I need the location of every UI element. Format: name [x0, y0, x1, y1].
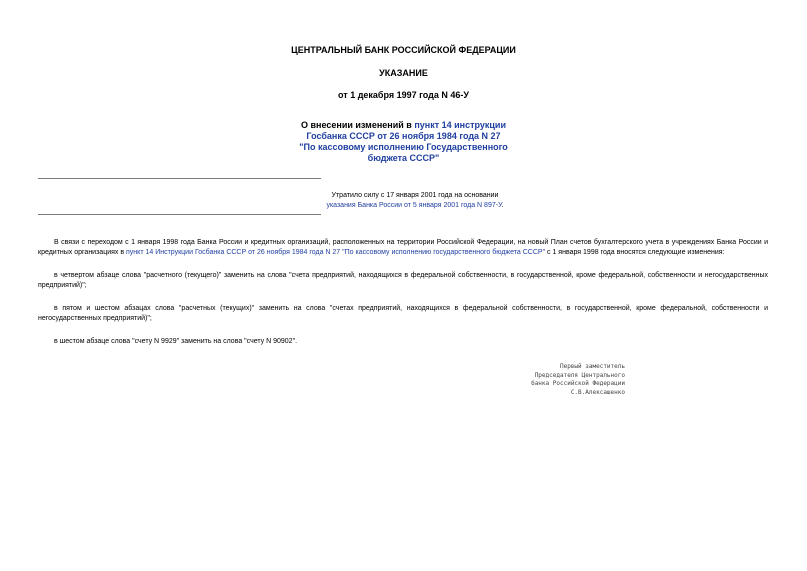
- paragraph-1-start: В связи с переходом с 1 января 1998 года Банка России и кредитных организаций, расположенных на территории Российской Федерации, на новый План счетов бухгалтерского учета в учреждениях Банка России и кредитных организациях в: [38, 239, 768, 256]
- subject-link-line4[interactable]: бюджета СССР": [367, 153, 440, 163]
- signature-block: [460, 363, 625, 397]
- issuer-title: ЦЕНТРАЛЬНЫЙ БАНК РОССИЙСКОЙ ФЕДЕРАЦИИ: [291, 45, 516, 55]
- subject-link-line1[interactable]: пункт 14 инструкции: [414, 120, 506, 130]
- signature-name: С.В.Алексашенко: [570, 388, 625, 396]
- subject-prefix: О внесении изменений в: [301, 120, 415, 130]
- validity-note: [280, 191, 550, 211]
- validity-text: Утратило силу с 17 января 2001 года на основании: [331, 192, 499, 199]
- signature-line-3: банка Российской Федерации: [531, 380, 625, 387]
- document-subject: [0, 120, 807, 164]
- paragraph-4: в шестом абзаце слова "счету N 9929" заменить на слова "счету N 90902".: [54, 338, 298, 345]
- subject-link-line3[interactable]: "По кассовому исполнению Государственного: [299, 142, 508, 152]
- divider-bottom: [38, 214, 321, 215]
- paragraph-1-link[interactable]: пункт 14 Инструкции Госбанка СССР от 26 ноября 1984 года N 27 "По кассовому исполнению государственного бюджета СССР": [126, 249, 546, 256]
- signature-line-2: Председателя Центрального: [534, 371, 625, 379]
- paragraph-2: в четвертом абзаце слова "расчетного (текущего)" заменить на слова "счета предприятий, находящихся в федеральной собственности, в государственной, кроме федеральной, собственности и негосударственных предприятий)";: [38, 272, 768, 289]
- document-body: [38, 238, 768, 360]
- paragraph-3: в пятом и шестом абзацах слова "расчетных (текущих)" заменить на слова "счетах предприятий, находящихся в федеральной собственности, в государственной, кроме федеральной, собственности и негосударственных предприятий)";: [38, 305, 768, 322]
- document-date: от 1 декабря 1997 года N 46-У: [338, 90, 469, 100]
- validity-link[interactable]: указания Банка России от 5 января 2001 года N 897-У: [326, 202, 502, 209]
- signature-line-1: Первый заместитель: [559, 363, 625, 370]
- subject-link-line2[interactable]: Госбанка СССР от 26 ноября 1984 года N 27: [306, 131, 501, 141]
- paragraph-1: [38, 238, 768, 258]
- divider-top: [38, 178, 321, 179]
- document-type: УКАЗАНИЕ: [379, 68, 428, 78]
- validity-suffix: .: [501, 202, 504, 209]
- paragraph-1-end: с 1 января 1998 года вносятся следующие изменения:: [545, 249, 725, 256]
